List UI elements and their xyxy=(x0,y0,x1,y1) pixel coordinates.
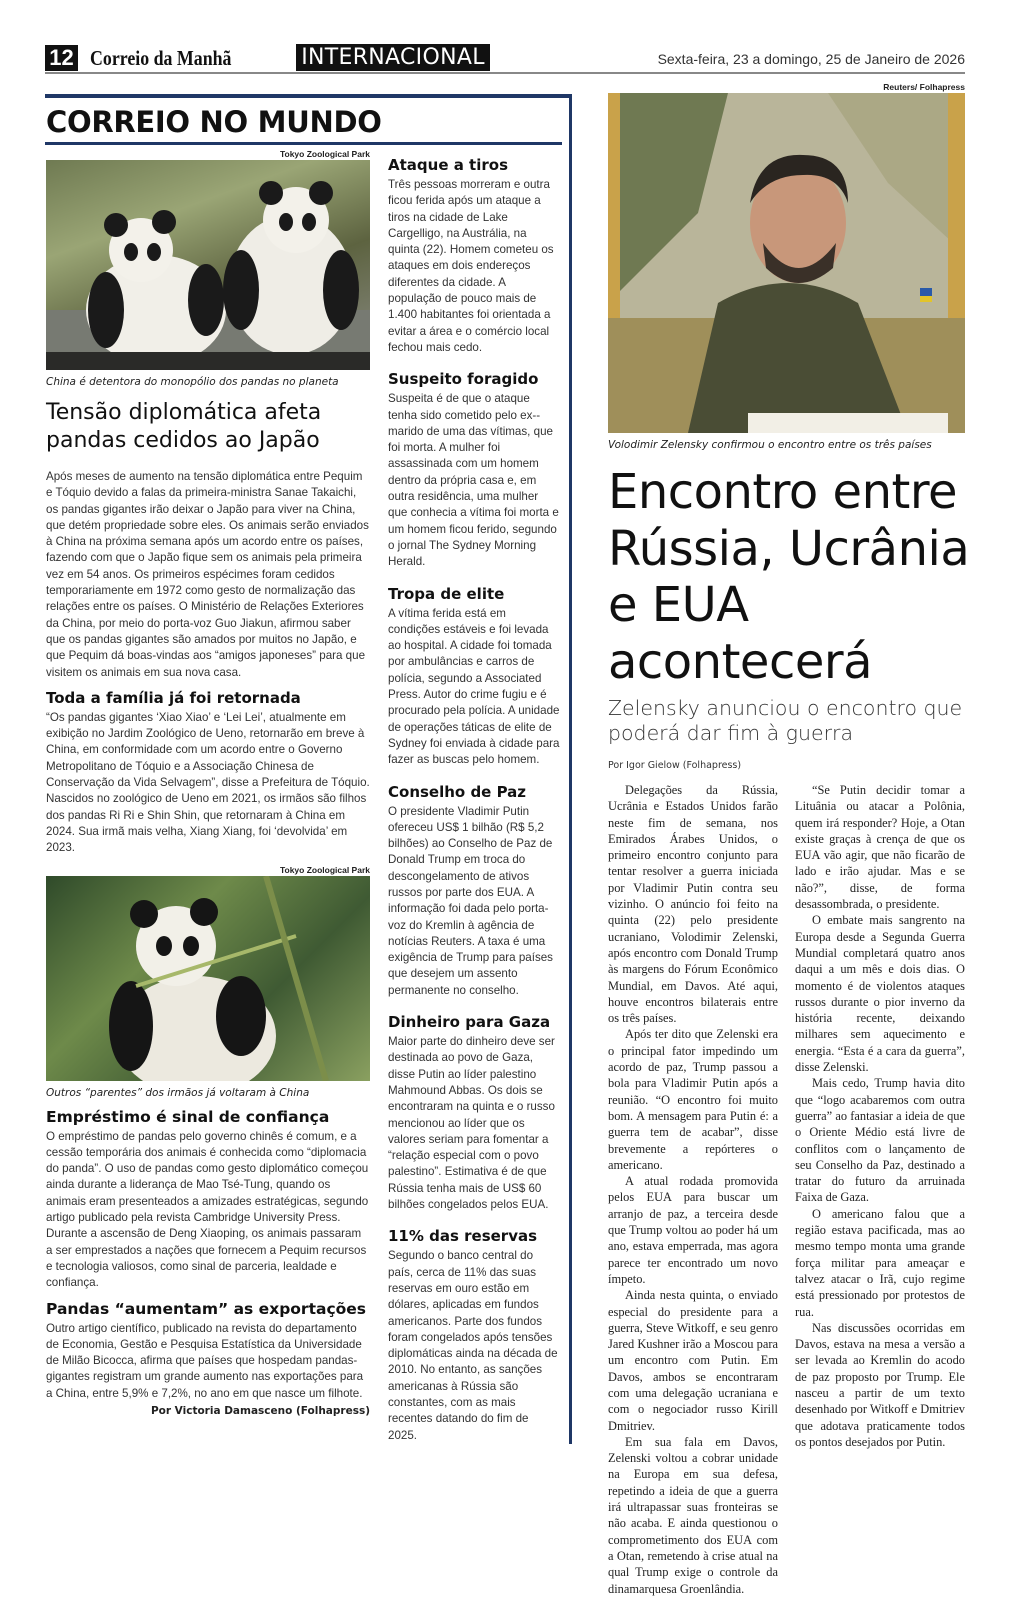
brief-title: Tropa de elite xyxy=(388,584,505,603)
news-briefs-column xyxy=(388,156,560,1458)
brief-text: Três pessoas morreram e outra ficou ferida após um ataque a tiros na cidade de Lake Cargelligo, na Austrália, na quinta (22). Homem cometeu os ataques em dois endereços diferentes da cidade. A população de pouco mais de 1.400 habitantes foi orientada a evitar a área e o comércio local fechou mais cedo. xyxy=(388,178,554,354)
photo-credit: Tokyo Zoological Park xyxy=(279,149,370,159)
article-headline: Tensão diplomática afeta pandas cedidos ao Japão xyxy=(46,400,322,453)
subheading: Empréstimo é sinal de confiança xyxy=(46,1107,330,1126)
subheading: Pandas “aumentam” as exportações xyxy=(46,1299,367,1318)
photo-caption: Outros “parentes” dos irmãos já voltaram à China xyxy=(46,1086,310,1099)
issue-date: Sexta-feira, 23 a domingo, 25 de Janeiro de 2026 xyxy=(657,51,965,67)
box-right-border xyxy=(569,94,572,1444)
article-column-1 xyxy=(608,782,778,1597)
photo-credit: Reuters/ Folhapress xyxy=(883,82,965,92)
brief-text: Maior parte do dinheiro deve ser destinada ao povo de Gaza, disse Putin ao líder palestino Mahmound Abbas. Os dois se encontraram na quinta e o russo mencionou ao líder que os valores seriam para fomentar a “relação especial com o povo palestino”. Estimativa é de que Rússia tenha mais de US$ 60 bilhões congelados pelos EUA. xyxy=(388,1035,555,1212)
brief-title: 11% das reservas xyxy=(388,1227,538,1246)
subheading: Toda a família já foi retornada xyxy=(46,688,301,707)
panda-bamboo-photo xyxy=(46,876,370,1081)
panda-story xyxy=(46,149,370,1418)
article-paragraph: Nas discussões ocorridas em Davos, estava na mesa a versão a ser levada ao Kremlin do acodo de paz proposto por Trump. Ele nasceu a partir de um texto desenhado por Witkoff e Dmitriev que adotava praticamente todos os pontos desejados por Putin. xyxy=(795,1320,965,1449)
page-number: 12 xyxy=(45,45,78,71)
article-paragraph: Ainda nesta quinta, o enviado especial do presidente para a guerra, Steve Witkoff, e seu genro Jared Kushner irão a Moscou para um encontro com Putin. Em Davos, ambos se encontraram com uma delegação ucraniana e com o negociador russo Kirill Dmitriev. xyxy=(608,1288,778,1433)
panda-illustration xyxy=(46,876,370,1081)
article-deck: Zelensky anunciou o encontro que poderá dar fim à guerra xyxy=(608,696,963,745)
photo-caption: Volodimir Zelensky confirmou o encontro entre os três países xyxy=(608,439,932,451)
main-article xyxy=(608,82,970,1597)
article-paragraph: “Os pandas gigantes ‘Xiao Xiao’ e ‘Lei Lei’, atualmente em exibição no Jardim Zoológico de Ueno, retornarão em breve à China, em conformidade com um acordo entre o Governo Metropolitano de Tóquio e a Associação Chinesa de Conservação da Vida Selvagem”, disse a Prefeitura de Tóquio. Nascidos no zoológico de Ueno em 2021, os irmãos são filhos dos pandas Ri Ri e Shin Shin, que retornaram à China em 2024. Sua irmã mais velha, Xiang Xiang, foi ‘devolvida’ em 2023. xyxy=(46,710,370,855)
article-paragraph: O americano falou que a região estava pacificada, mas ao mesmo tempo monta uma grande força militar para ameaçar e talvez atacar o Irã, cujo regime está pressionado por protestos de rua. xyxy=(795,1206,965,1319)
zelensky-photo xyxy=(608,93,965,433)
newspaper-logo: Correio da Manhã xyxy=(90,46,232,70)
section-title: CORREIO NO MUNDO xyxy=(46,105,382,139)
article-paragraph: Delegações da Rússia, Ucrânia e Estados Unidos farão neste fim de semana, nos Emirados Árabes Unidos, o primeiro encontro conjunto para tentar resolver a guerra iniciada por Vladimir Putin contra seu vizinho. O anúncio foi feito na quinta (22) pelo presidente ucraniano, Volodimir Zelenski, após encontro com Donald Trump às margens do Fórum Econômico Mundial, em Davos. Até aqui, houve encontros bilaterais entre os três países. xyxy=(608,783,778,1026)
article-body xyxy=(608,782,965,1597)
article-paragraph: “Se Putin decidir tomar a Lituânia ou atacar a Polônia, quem irá responder? Hoje, a Otan existe graças à crença de que os EUA vão agir, que não ficarão de lado e irão ajudar. Mas e se não?”, disse, de forma desassombrada, o presidente. xyxy=(795,783,965,912)
article-byline: Por Igor Gielow (Folhapress) xyxy=(608,760,742,771)
article-paragraph: Em sua fala em Davos, Zelenski voltou a cobrar unidade na Europa em sua defesa, repetindo a ideia de que a guerra irá ultrapassar suas fronteiras se não acaba. E ainda questionou o comprometimento dos EUA com a Otan, remetendo à crise atual na qual Trump exige o controle da dinamarquesa Groenlândia. xyxy=(608,1434,778,1596)
article-paragraph: O embate mais sangrento na Europa desde a Segunda Guerra Mundial completará quatro anos daqui a um mês e dois dias. O momento é de violentos ataques russos durante o pior inverno da história recente, deixando milhares sem aquecimento e energia. “Esta é a cara da guerra”, disse Zelenski. xyxy=(795,913,965,1075)
pandas-illustration xyxy=(46,160,370,370)
main-headline: Encontro entre Rússia, Ucrânia e EUA acontecerá xyxy=(608,464,970,690)
brief-text: Segundo o banco central do país, cerca de 11% das suas reservas em ouro estão em dólares, aplicadas em fundos americanos. Parte dos fundos foram congelados após tensões diplomáticas ainda na década de 2010. No entanto, as sanções americanas à Rússia são constantes, com as mais recentes datando do fim de 2025. xyxy=(388,1249,558,1442)
portrait-illustration xyxy=(608,93,965,433)
photo-credit: Tokyo Zoological Park xyxy=(279,864,370,875)
brief-text: O presidente Vladimir Putin ofereceu US$ 1 bilhão (R$ 5,2 bilhões) ao Conselho de Paz de Donald Trump em troca do descongelamento de ativos russos por parte dos EUA. A informação foi dada pelo porta-voz do Kremlin à agência de notícias Reuters. A taxa é uma exigência de Trump para países que desejem um assento permanente no conselho. xyxy=(388,804,553,997)
article-paragraph: O empréstimo de pandas pelo governo chinês é comum, e a cessão temporária dos animais é conhecida como “diplomacia do panda”. O uso de pandas como gesto diplomático começou ainda durante a liderança de Mao Tsé-Tung, quando os animais eram presenteados a amizades estratégicas, segundo artigo publicado pela revista Cambridge University Press. Durante a ascensão de Deng Xiaoping, os animais passaram a ser emprestados a nações que fornecem a Pequim recursos e tecnologia valiosos, como sinal de parceria, lealdade e confiança. xyxy=(46,1129,369,1290)
box-top-border xyxy=(45,94,572,98)
title-underline xyxy=(45,142,562,145)
section-label: INTERNACIONAL xyxy=(296,44,490,71)
brief-title: Conselho de Paz xyxy=(388,782,527,801)
article-paragraph: Mais cedo, Trump havia dito que “logo acabaremos com outra guerra” ao fantasiar a ideia de que o Oriente Médio está livre de conflitos com o lançamento de seu Conselho da Paz, destinado a tratar do futuro da arruinada Faixa de Gaza. xyxy=(795,1076,965,1205)
article-paragraph: Após ter dito que Zelenski era o principal fator impedindo um acordo de paz, Trump passou a bola para Vladimir Putin após a reunião. “O encontro foi muito bom. A mensagem para Putin é: a guerra tem de acabar”, disse brevemente a repórteres o americano. xyxy=(608,1027,778,1172)
header-divider xyxy=(45,72,965,74)
pandas-photo xyxy=(46,160,370,370)
article-column-2 xyxy=(795,782,965,1597)
article-paragraph: Após meses de aumento na tensão diplomática entre Pequim e Tóquio devido a falas da primeira-ministra Sanae Takaichi, os pandas gigantes irão deixar o Japão para viver na China, que detém propriedade sobre eles. Os animais serão enviados à China na próxima semana após um acordo entre os países, fazendo com que o Japão fique sem os animais pela primeira vez em 54 anos. Os primeiros espécimes foram cedidos temporariamente em 1972 como gesto de normalização das relações entre os países. O Ministério de Relações Exteriores da China, por meio do porta-voz Guo Jiakun, afirmou saber que os pandas gigantes são amados por muitos no Japão, e que Pequim dá boas-vindas aos “amigos japoneses” para que visitem os animais em sua nova casa. xyxy=(46,470,369,679)
photo-caption: China é detentora do monopólio dos pandas no planeta xyxy=(46,376,339,388)
brief-title: Ataque a tiros xyxy=(388,156,508,174)
brief-title: Suspeito foragido xyxy=(388,370,539,389)
brief-text: A vítima ferida está em condições estáveis e foi levada ao hospital. A cidade foi tomada por ambulâncias e carros de polícia, segundo a Associated Press. Autor do crime fugiu e é procurado pela polícia. A unidade de operações táticas de elite de Sydney foi enviada à cidade para fazer as buscas pelo homem. xyxy=(388,606,560,767)
brief-text: Suspeita é de que o ataque tenha sido cometido pelo ex--marido de uma das vítimas, que foi morta. A mulher foi assassinada com um homem dentro da própria casa e, em outra residência, uma mulher que conhecia a vítima foi morta e um homem ficou ferido, segundo o jornal The Sydney Morning Herald. xyxy=(388,392,559,569)
article-paragraph: A atual rodada promovida pelos EUA para buscar um arranjo de paz, a terceira desde que Trump voltou ao poder há um ano, estava emperrada, mas agora parece ter encontrado um novo ímpeto. xyxy=(608,1174,778,1286)
article-byline: Por Victoria Damasceno (Folhapress) xyxy=(150,1404,370,1417)
article-paragraph: Outro artigo científico, publicado na revista do departamento de Economia, Gestão e Pesquisa Estatística da Universidade de Milão Bicocca, afirma que países que hospedam pandas-gigantes registram um grande aumento nas exportações para a China, entre 5,9% e 7,2%, no ano em que nasce um filhote. xyxy=(46,1321,364,1400)
brief-title: Dinheiro para Gaza xyxy=(388,1013,551,1032)
